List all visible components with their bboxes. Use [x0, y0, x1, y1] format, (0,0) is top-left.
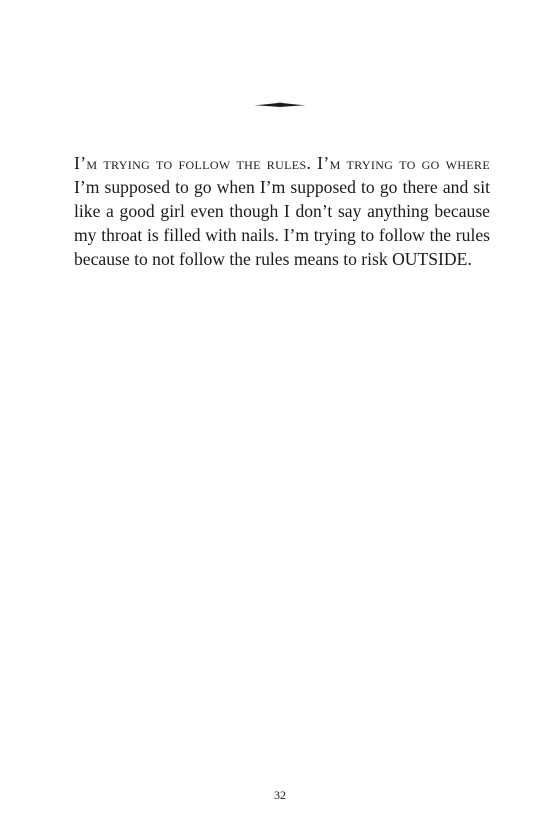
lead-in-text: I’m trying to follow the rules. I’m trying to go where — [74, 153, 490, 173]
body-paragraph — [74, 151, 490, 271]
page-number: 32 — [274, 788, 286, 802]
paragraph-text: I’m supposed to go when I’m supposed to go there and sit like a good girl even though I don’t say anything because my throat is filled with nails. I’m trying to follow the rules because to not follow the rules means to risk OUTSIDE. — [74, 177, 490, 269]
divider-swash-icon — [254, 101, 306, 109]
